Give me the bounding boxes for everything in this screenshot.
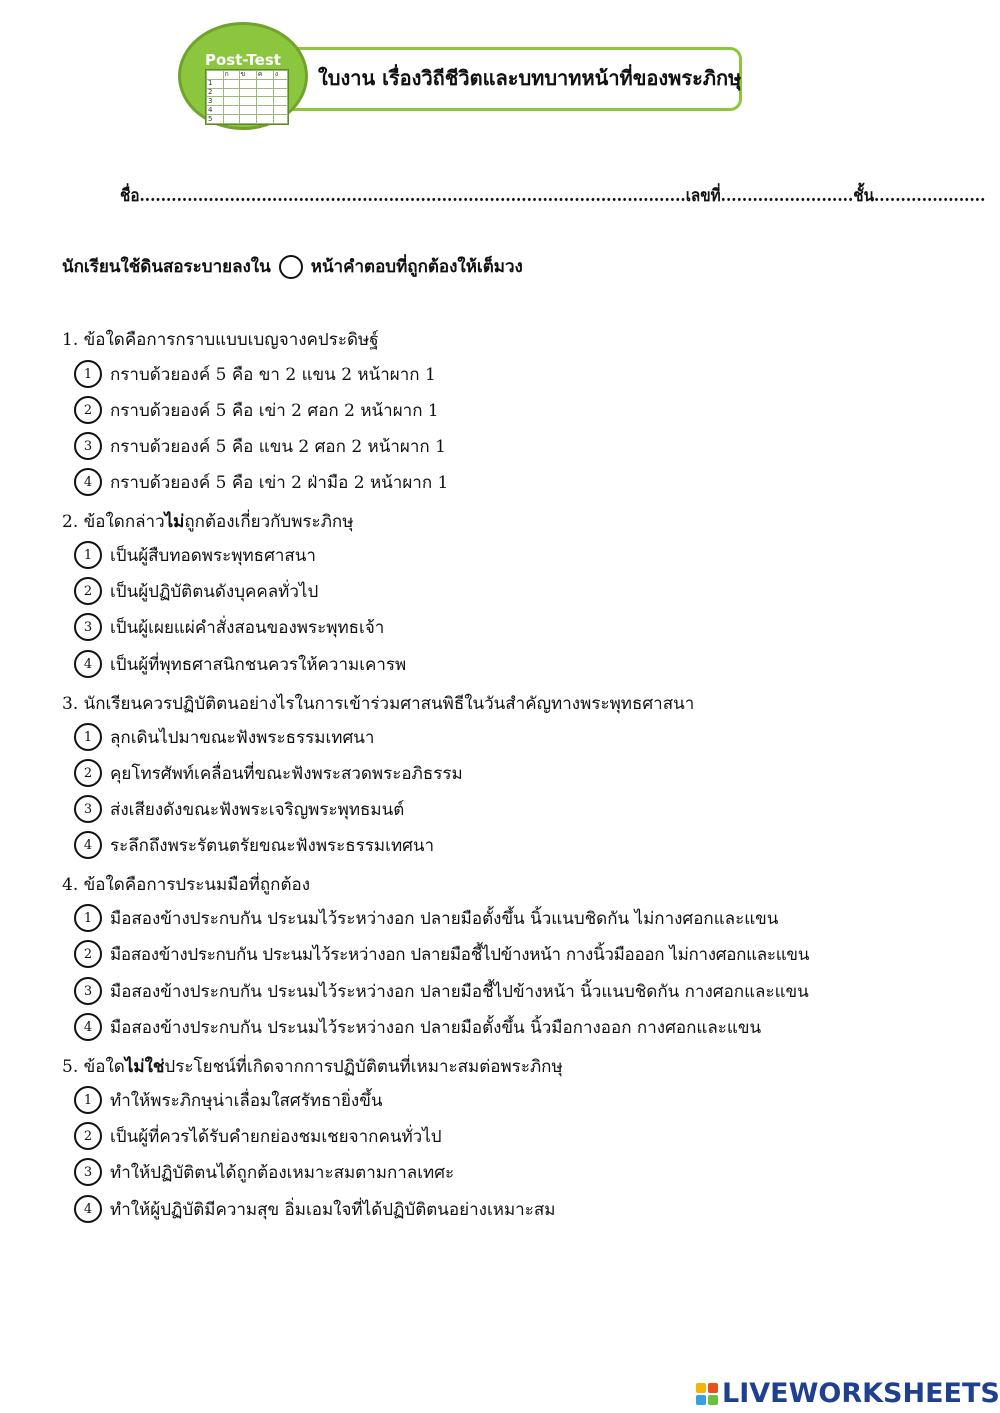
q1-option-1[interactable] (74, 360, 436, 388)
badge-col: ง (273, 71, 287, 80)
question-5 (62, 1053, 563, 1080)
question-number: 3. (62, 694, 79, 714)
circle-icon (279, 255, 303, 279)
q4-option-2[interactable] (74, 940, 809, 968)
answer-circle[interactable]: 3 (74, 613, 102, 641)
logo-blocks-icon (696, 1383, 718, 1405)
logo-block (696, 1383, 706, 1393)
q4-option-4[interactable] (74, 1013, 761, 1041)
liveworksheets-logo[interactable] (696, 1378, 1000, 1409)
question-emphasis: ไม่ใช่ (124, 1057, 165, 1077)
option-text: ลุกเดินไปมาขณะฟังพระธรรมเทศนา (110, 727, 375, 748)
answer-circle[interactable]: 3 (74, 432, 102, 460)
q2-option-1[interactable] (74, 541, 316, 569)
q1-option-2[interactable] (74, 396, 439, 424)
answer-circle[interactable]: 1 (74, 360, 102, 388)
question-text: นักเรียนควรปฏิบัติตนอย่างไรในการเข้าร่วมศาสนพิธีในวันสำคัญทางพระพุทธศาสนา (83, 694, 695, 714)
question-emphasis: ไม่ (164, 512, 185, 532)
question-4 (62, 871, 310, 898)
option-text: ทำให้ผู้ปฏิบัติมีความสุข อิ่มเอมใจที่ได้ปฏิบัติตนอย่างเหมาะสม (110, 1199, 556, 1220)
q5-option-2[interactable] (74, 1122, 442, 1150)
question-2 (62, 508, 353, 535)
badge-row: 4 (207, 106, 224, 115)
badge-col: ข (239, 71, 256, 80)
option-text: มือสองข้างประกบกัน ประนมไว้ระหว่างอก ปลายมือชี้ไปข้างหน้า นิ้วแนบชิดกัน กางศอกและแขน (110, 981, 809, 1002)
badge-col: ค (256, 71, 273, 80)
question-1 (62, 326, 379, 353)
option-text: มือสองข้างประกบกัน ประนมไว้ระหว่างอก ปลายมือตั้งขึ้น นิ้วแนบชิดกัน ไม่กางศอกและแขน (110, 908, 779, 929)
answer-circle[interactable]: 1 (74, 1086, 102, 1114)
q3-option-3[interactable] (74, 795, 404, 823)
q3-option-4[interactable] (74, 831, 434, 859)
worksheet-title: ใบงาน เรื่องวิถีชีวิตและบทบาทหน้าที่ของพระภิกษุ (318, 66, 742, 90)
question-text: ถูกต้องเกี่ยวกับพระภิกษุ (184, 512, 354, 532)
option-text: กราบด้วยองค์ 5 คือ เข่า 2 ศอก 2 หน้าผาก 1 (110, 400, 439, 421)
badge-row: 1 (207, 79, 224, 88)
option-text: เป็นผู้ที่พุทธศาสนิกชนควรให้ความเคารพ (110, 654, 407, 675)
answer-circle[interactable]: 1 (74, 904, 102, 932)
logo-block (708, 1383, 718, 1393)
instruction-text-before: นักเรียนใช้ดินสอระบายลงใน (62, 257, 271, 277)
option-text: กราบด้วยองค์ 5 คือ ขา 2 แขน 2 หน้าผาก 1 (110, 364, 436, 385)
q4-option-3[interactable] (74, 977, 809, 1005)
student-info-line: ชื่อ.......................................................................................................เลขที่.........................ชั้น..................... (120, 186, 986, 206)
q3-option-2[interactable] (74, 759, 463, 787)
question-number: 5. (62, 1057, 79, 1077)
answer-circle[interactable]: 4 (74, 468, 102, 496)
answer-circle[interactable]: 2 (74, 940, 102, 968)
question-text: ประโยชน์ที่เกิดจากการปฏิบัติตนที่เหมาะสมต่อพระภิกษุ (164, 1057, 563, 1077)
question-text: ข้อใดคือการกราบแบบเบญจางคประดิษฐ์ (83, 330, 379, 350)
badge-row: 2 (207, 88, 224, 97)
answer-circle[interactable]: 1 (74, 723, 102, 751)
logo-block (708, 1395, 718, 1405)
answer-circle[interactable]: 3 (74, 795, 102, 823)
logo-text: LIVEWORKSHEETS (722, 1378, 1000, 1409)
instruction (62, 253, 523, 280)
answer-circle[interactable]: 4 (74, 1013, 102, 1041)
question-number: 1. (62, 330, 79, 350)
option-text: ทำให้ปฏิบัติตนได้ถูกต้องเหมาะสมตามกาลเทศะ (110, 1162, 455, 1183)
q2-option-3[interactable] (74, 613, 384, 641)
q4-option-1[interactable] (74, 904, 778, 932)
answer-circle[interactable]: 3 (74, 977, 102, 1005)
q5-option-1[interactable] (74, 1086, 382, 1114)
answer-circle[interactable]: 2 (74, 577, 102, 605)
instruction-text-after: หน้าคำตอบที่ถูกต้องให้เต็มวง (310, 257, 523, 277)
option-text: ทำให้พระภิกษุน่าเลื่อมใสศรัทธายิ่งขึ้น (110, 1090, 383, 1111)
q2-option-4[interactable] (74, 650, 406, 678)
answer-circle[interactable]: 1 (74, 541, 102, 569)
question-3 (62, 690, 694, 717)
option-text: เป็นผู้ปฏิบัติตนดังบุคคลทั่วไป (110, 581, 319, 602)
answer-circle[interactable]: 2 (74, 1122, 102, 1150)
option-text: เป็นผู้เผยแผ่คำสั่งสอนของพระพุทธเจ้า (110, 617, 385, 638)
q1-option-3[interactable] (74, 432, 446, 460)
option-text: กราบด้วยองค์ 5 คือ แขน 2 ศอก 2 หน้าผาก 1 (110, 436, 446, 457)
answer-circle[interactable]: 2 (74, 396, 102, 424)
answer-circle[interactable]: 4 (74, 650, 102, 678)
q5-option-4[interactable] (74, 1195, 555, 1223)
question-number: 2. (62, 512, 79, 532)
question-text: ข้อใดกล่าว (83, 512, 165, 532)
question-number: 4. (62, 875, 79, 895)
badge-grid-icon (205, 69, 289, 125)
badge-label: Post-Test (205, 51, 281, 69)
q5-option-3[interactable] (74, 1158, 454, 1186)
badge-row: 3 (207, 97, 224, 106)
question-text: ข้อใดคือการประนมมือที่ถูกต้อง (83, 875, 311, 895)
option-text: คุยโทรศัพท์เคลื่อนที่ขณะฟังพระสวดพระอภิธรรม (110, 763, 463, 784)
option-text: ระลึกถึงพระรัตนตรัยขณะฟังพระธรรมเทศนา (110, 835, 435, 856)
option-text: เป็นผู้สืบทอดพระพุทธศาสนา (110, 545, 316, 566)
q1-option-4[interactable] (74, 468, 448, 496)
answer-circle[interactable]: 3 (74, 1158, 102, 1186)
question-text: ข้อใด (83, 1057, 125, 1077)
answer-circle[interactable]: 4 (74, 1195, 102, 1223)
q3-option-1[interactable] (74, 723, 374, 751)
badge-row: 5 (207, 115, 224, 124)
option-text: มือสองข้างประกบกัน ประนมไว้ระหว่างอก ปลายมือชี้ไปข้างหน้า กางนิ้วมือออก ไม่กางศอกและแขน (110, 944, 810, 965)
option-text: เป็นผู้ที่ควรได้รับคำยกย่องชมเชยจากคนทั่วไป (110, 1126, 442, 1147)
option-text: กราบด้วยองค์ 5 คือ เข่า 2 ฝ่ามือ 2 หน้าผาก 1 (110, 472, 449, 493)
option-text: มือสองข้างประกบกัน ประนมไว้ระหว่างอก ปลายมือตั้งขึ้น นิ้วมือกางออก กางศอกและแขน (110, 1017, 762, 1038)
post-test-badge (178, 22, 308, 130)
badge-col: ก (223, 71, 239, 80)
option-text: ส่งเสียงดังขณะฟังพระเจริญพระพุทธมนต์ (110, 799, 405, 820)
logo-block (696, 1395, 706, 1405)
answer-circle[interactable]: 2 (74, 759, 102, 787)
answer-circle[interactable]: 4 (74, 831, 102, 859)
q2-option-2[interactable] (74, 577, 318, 605)
